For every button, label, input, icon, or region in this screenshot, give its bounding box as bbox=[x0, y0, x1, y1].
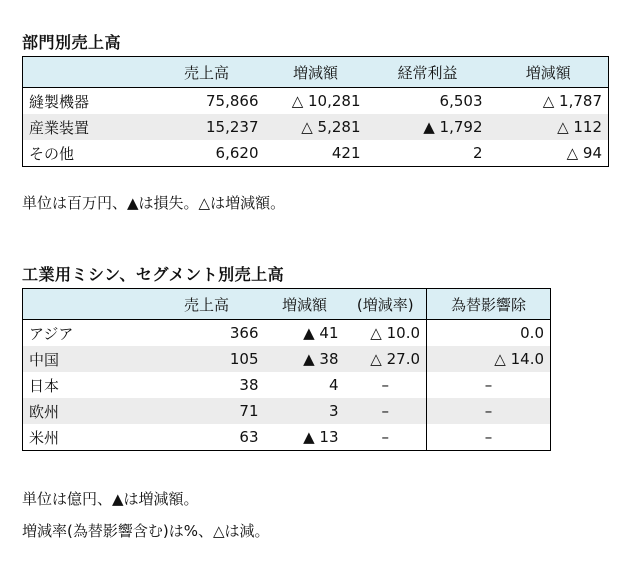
cell-value: 105 bbox=[149, 346, 265, 372]
cell-value: ▲ 1,792 bbox=[367, 114, 489, 140]
header-cell: 経常利益 bbox=[367, 57, 489, 88]
cell-value: ▲ 13 bbox=[265, 424, 345, 451]
table-row bbox=[23, 346, 551, 372]
section2-note-rate: 増減率(為替影響含む)は%、△は減。 bbox=[22, 522, 270, 540]
cell-value: – bbox=[427, 372, 551, 398]
cell-value: △ 10.0 bbox=[370, 324, 420, 342]
cell-value: 6,620 bbox=[149, 140, 265, 167]
cell-value: △ 1,787 bbox=[489, 88, 609, 115]
row-label: 米州 bbox=[23, 424, 149, 451]
cell-value: – bbox=[345, 398, 427, 424]
cell-value: 4 bbox=[328, 376, 339, 394]
cell-value: 71 bbox=[149, 398, 265, 424]
header-cell: 為替影響除 bbox=[427, 289, 551, 320]
table-row bbox=[23, 424, 551, 451]
cell-value: – bbox=[381, 376, 389, 394]
row-label: 欧州 bbox=[23, 398, 149, 424]
cell-value: ▲ 38 bbox=[265, 346, 345, 372]
cell-value: 366 bbox=[229, 324, 259, 342]
cell-value: △ 14.0 bbox=[427, 346, 551, 372]
table-row bbox=[23, 114, 609, 140]
cell-value: – bbox=[427, 398, 551, 424]
header-cell: 増減額 bbox=[489, 57, 609, 88]
row-label: 縫製機器 bbox=[23, 88, 149, 115]
cell-value: △ 27.0 bbox=[345, 346, 427, 372]
cell-value: 63 bbox=[149, 424, 265, 451]
header-cell: 増減額 bbox=[265, 57, 367, 88]
table-row bbox=[23, 372, 551, 398]
cell-value: △ 5,281 bbox=[265, 114, 367, 140]
header-cell: (増減率) bbox=[345, 289, 427, 320]
section1-title: 部門別売上高 bbox=[22, 33, 122, 52]
header-cell bbox=[23, 289, 149, 320]
header-cell bbox=[23, 57, 149, 88]
cell-value: 15,237 bbox=[149, 114, 265, 140]
cell-value: 2 bbox=[367, 140, 489, 167]
cell-value: 421 bbox=[265, 140, 367, 167]
cell-value: 3 bbox=[265, 398, 345, 424]
cell-value: ▲ 41 bbox=[303, 324, 339, 342]
section2-note-units: 単位は億円、▲は増減額。 bbox=[22, 490, 199, 508]
table-row bbox=[23, 320, 551, 347]
cell-value: △ 112 bbox=[489, 114, 609, 140]
cell-value: 75,866 bbox=[206, 92, 259, 110]
table-row bbox=[23, 88, 609, 115]
segment-sales-table bbox=[22, 56, 609, 167]
cell-value: △ 10,281 bbox=[291, 92, 361, 110]
regional-sales-table bbox=[22, 288, 551, 451]
section1-note: 単位は百万円、▲は損失。△は増減額。 bbox=[22, 194, 286, 212]
cell-value: 6,503 bbox=[439, 92, 483, 110]
header-cell: 売上高 bbox=[149, 289, 265, 320]
section2-title: 工業用ミシン、セグメント別売上高 bbox=[22, 265, 285, 284]
cell-value: – bbox=[427, 424, 551, 451]
cell-value: 0.0 bbox=[427, 320, 551, 347]
table-row bbox=[23, 398, 551, 424]
header-cell: 売上高 bbox=[149, 57, 265, 88]
row-label: 日本 bbox=[23, 372, 149, 398]
cell-value: △ 94 bbox=[489, 140, 609, 167]
table-header-row bbox=[23, 57, 609, 88]
cell-value: – bbox=[345, 424, 427, 451]
cell-value: 38 bbox=[239, 376, 259, 394]
row-label: 産業装置 bbox=[23, 114, 149, 140]
row-label: アジア bbox=[23, 320, 149, 347]
header-cell: 増減額 bbox=[265, 289, 345, 320]
row-label: その他 bbox=[23, 140, 149, 167]
table-header-row bbox=[23, 289, 551, 320]
row-label: 中国 bbox=[23, 346, 149, 372]
table-row bbox=[23, 140, 609, 167]
